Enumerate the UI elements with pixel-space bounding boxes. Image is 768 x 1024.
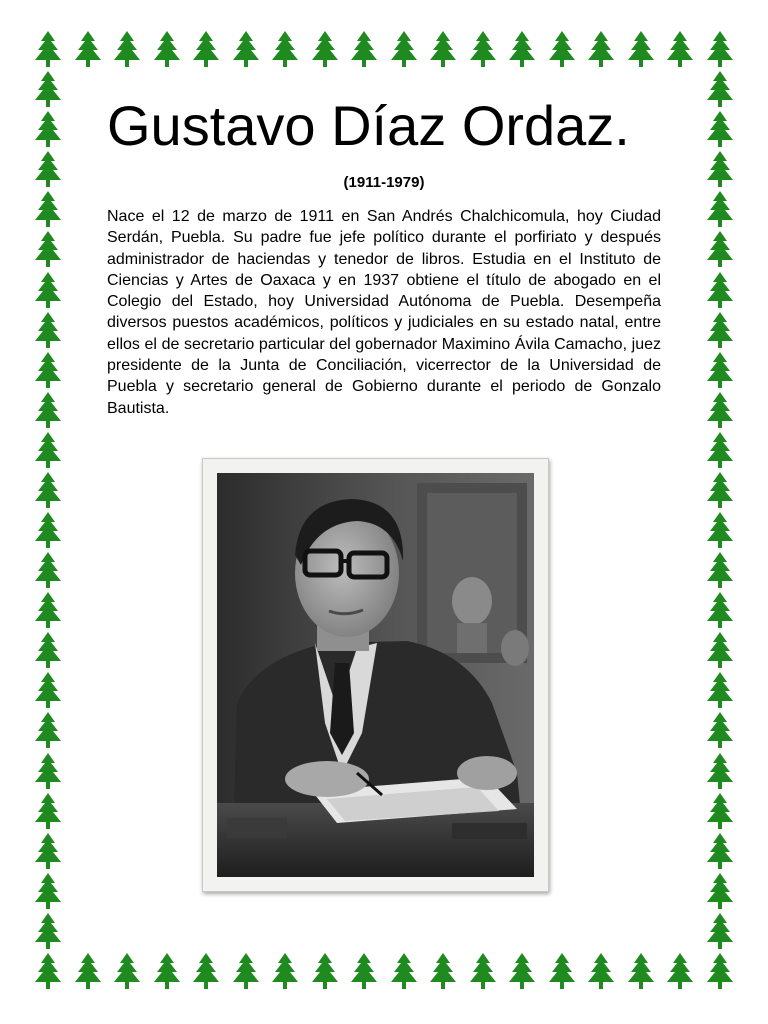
pine-tree-icon (28, 351, 68, 391)
pine-tree-icon (700, 952, 740, 992)
pine-tree-icon (28, 311, 68, 351)
page-title: Gustavo Díaz Ordaz. (107, 94, 630, 157)
pine-tree-icon (700, 551, 740, 591)
pine-tree-icon (147, 952, 187, 992)
pine-tree-icon (28, 591, 68, 631)
pine-tree-icon (147, 30, 187, 70)
pine-tree-icon (700, 351, 740, 391)
pine-tree-icon (68, 952, 108, 992)
pine-tree-icon (344, 952, 384, 992)
pine-tree-icon (700, 912, 740, 952)
pine-tree-icon (28, 30, 68, 70)
pine-tree-icon (226, 30, 266, 70)
pine-tree-icon (700, 631, 740, 671)
pine-tree-icon (265, 952, 305, 992)
pine-tree-icon (28, 110, 68, 150)
pine-tree-icon (305, 30, 345, 70)
pine-tree-icon (186, 30, 226, 70)
pine-tree-icon (700, 471, 740, 511)
pine-tree-icon (28, 150, 68, 190)
pine-tree-icon (28, 70, 68, 110)
pine-tree-icon (700, 752, 740, 792)
pine-tree-icon (700, 872, 740, 912)
pine-tree-icon (28, 551, 68, 591)
pine-tree-icon (700, 230, 740, 270)
pine-tree-icon (700, 70, 740, 110)
pine-tree-icon (700, 311, 740, 351)
pine-tree-icon (700, 431, 740, 471)
pine-tree-icon (542, 30, 582, 70)
pine-tree-icon (581, 30, 621, 70)
pine-tree-icon (700, 30, 740, 70)
pine-tree-icon (700, 190, 740, 230)
pine-tree-icon (28, 711, 68, 751)
pine-tree-icon (660, 952, 700, 992)
pine-tree-icon (28, 912, 68, 952)
pine-tree-icon (700, 591, 740, 631)
pine-tree-icon (28, 872, 68, 912)
pine-tree-icon (28, 271, 68, 311)
pine-tree-icon (621, 952, 661, 992)
portrait-photo (217, 473, 534, 877)
pine-tree-icon (265, 30, 305, 70)
pine-tree-icon (700, 110, 740, 150)
pine-tree-icon (28, 832, 68, 872)
pine-tree-icon (542, 952, 582, 992)
pine-tree-icon (107, 952, 147, 992)
pine-tree-icon (28, 511, 68, 551)
pine-tree-icon (660, 30, 700, 70)
pine-tree-icon (28, 391, 68, 431)
biography-paragraph: Nace el 12 de marzo de 1911 en San Andrés Chalchicomula, hoy Ciudad Serdán, Puebla. Su padre fue jefe político durante el porfiriato y después administrador de haciendas y tenedor de libros. Estudia en el Instituto de Ciencias y Artes de Oaxaca y en 1937 obtiene el título de abogado en el Colegio del Estado, hoy Universidad Autónoma de Puebla. Desempeña diversos puestos académicos, políticos y judiciales en su estado natal, entre ellos el de secretario particular del gobernador Maximino Ávila Camacho, juez presidente de la Junta de Conciliación, vicerrector de la Universidad de Puebla y secretario general de Gobierno durante el periodo de Gonzalo Bautista. (107, 208, 661, 417)
pine-tree-icon (700, 711, 740, 751)
pine-tree-icon (700, 391, 740, 431)
pine-tree-icon (463, 952, 503, 992)
pine-tree-icon (28, 792, 68, 832)
pine-tree-icon (107, 30, 147, 70)
pine-tree-icon (28, 230, 68, 270)
pine-tree-icon (28, 471, 68, 511)
pine-tree-icon (700, 150, 740, 190)
pine-tree-icon (186, 952, 226, 992)
pine-tree-icon (502, 952, 542, 992)
pine-tree-icon (226, 952, 266, 992)
life-years: (1911-1979) (343, 174, 425, 191)
pine-tree-icon (384, 30, 424, 70)
pine-tree-icon (700, 271, 740, 311)
pine-tree-icon (28, 671, 68, 711)
pine-tree-icon (700, 832, 740, 872)
pine-tree-icon (463, 30, 503, 70)
pine-tree-icon (28, 752, 68, 792)
pine-tree-icon (700, 792, 740, 832)
pine-tree-icon (28, 631, 68, 671)
pine-tree-icon (384, 952, 424, 992)
pine-tree-icon (700, 511, 740, 551)
pine-tree-icon (344, 30, 384, 70)
pine-tree-icon (423, 30, 463, 70)
pine-tree-icon (700, 671, 740, 711)
pine-tree-icon (28, 952, 68, 992)
portrait-frame (202, 458, 549, 892)
pine-tree-icon (621, 30, 661, 70)
pine-tree-icon (28, 190, 68, 230)
pine-tree-icon (305, 952, 345, 992)
pine-tree-icon (581, 952, 621, 992)
pine-tree-icon (68, 30, 108, 70)
pine-tree-icon (502, 30, 542, 70)
pine-tree-icon (28, 431, 68, 471)
pine-tree-icon (423, 952, 463, 992)
